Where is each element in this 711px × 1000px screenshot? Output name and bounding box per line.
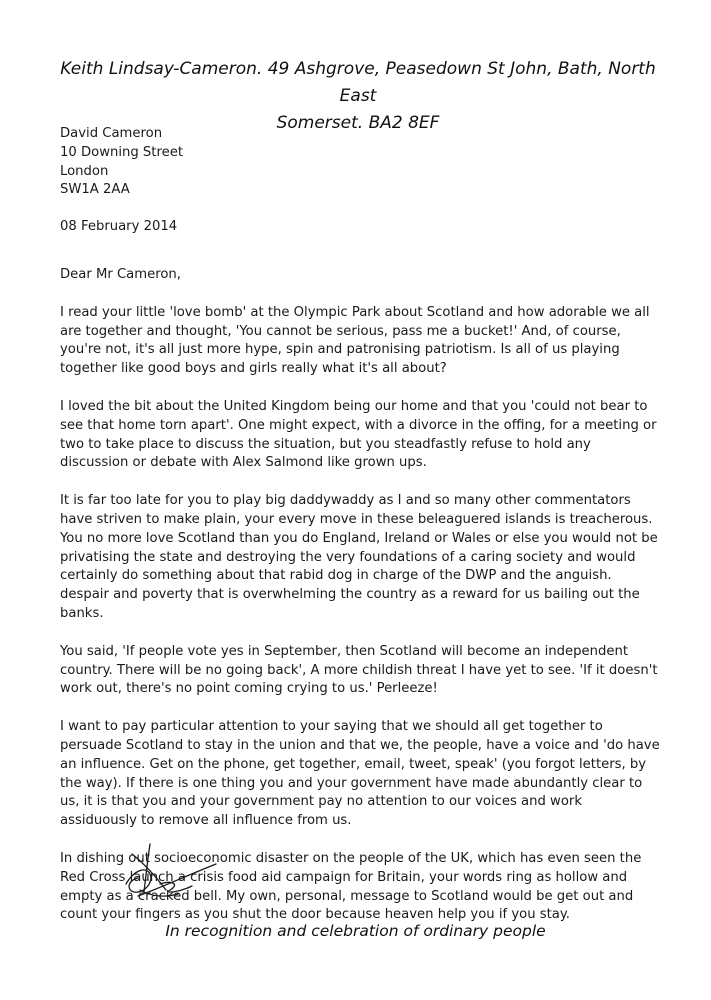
paragraph-3: It is far too late for you to play big daddywaddy as I and so many other commentators have striven to make plain, your every move in these beleaguered islands is treacherous. You no more love Scotland than you do England, Ireland or Wales or else you would not be privatising the state and destroying the very foundations of a caring society and would certainly do something about that rabid dog in charge of the DWP and the anguish. despair and poverty that is overwhelming the country as a reward for us bailing out the banks. [60,493,658,621]
letterhead-address-line-2: Somerset. BA2 8EF [276,113,440,133]
recipient-street: 10 Downing Street [60,144,183,160]
recipient-name: David Cameron [60,126,163,141]
paragraph-6: In dishing out socioeconomic disaster on the people of the UK, which has even seen the Red Cross launch a crisis food aid campaign for Britain, your words ring as hollow and empty as a cracked bell. My own, personal, message to Scotland would be get out and count your fingers as you shut the door because heaven help you if you stay. [60,850,642,923]
paragraph-4: You said, 'If people vote yes in September, then Scotland will become an independent country. There will be no going back', A more childish threat I have yet to see. 'If it doesn't work out, there's no point coming crying to us.' Perleeze! [60,643,658,697]
paragraph-2: I loved the bit about the United Kingdom being our home and that you 'could not bear to see that home torn apart'. One might expect, with a divorce in the offing, for a meeting or two to take place to discuss the situation, but you steadfastly refuse to hold any discussion or debate with Alex Salmond like grown ups. [60,398,657,471]
recipient-city: London [60,163,109,179]
letter-body [60,125,660,925]
recipient-postcode: SW1A 2AA [60,182,130,198]
paragraph-5: I want to pay particular attention to your saying that we should all get together to persuade Scotland to stay in the union and that we, the people, have a voice and 'do have an influence. Get on the phone, get together, email, tweet, speak' (you forgot letters, by the way). If there is one thing you and your government have made abundantly clear to us, it is that you and your government pay no attention to our voices and work assiduously to remove all influence from us. [60,719,660,829]
letter-date: 08 February 2014 [60,219,178,235]
handwritten-signature [120,840,230,902]
recipient-address [60,125,660,200]
paragraph-1: I read your little 'love bomb' at the Olympic Park about Scotland and how adorable we all are together and thought, 'You cannot be serious, pass me a bucket!' And, of course, you're not, it's all just more hype, spin and patronising patriotism. Is all of us playing together like good boys and girls really what it's all about? [60,304,650,377]
salutation: Dear Mr Cameron, [60,266,181,282]
letterhead-address-line-1: Keith Lindsay-Cameron. 49 Ashgrove, Peasedown St John, Bath, North East [60,59,656,106]
footer-tagline: In recognition and celebration of ordinary people [165,922,546,940]
